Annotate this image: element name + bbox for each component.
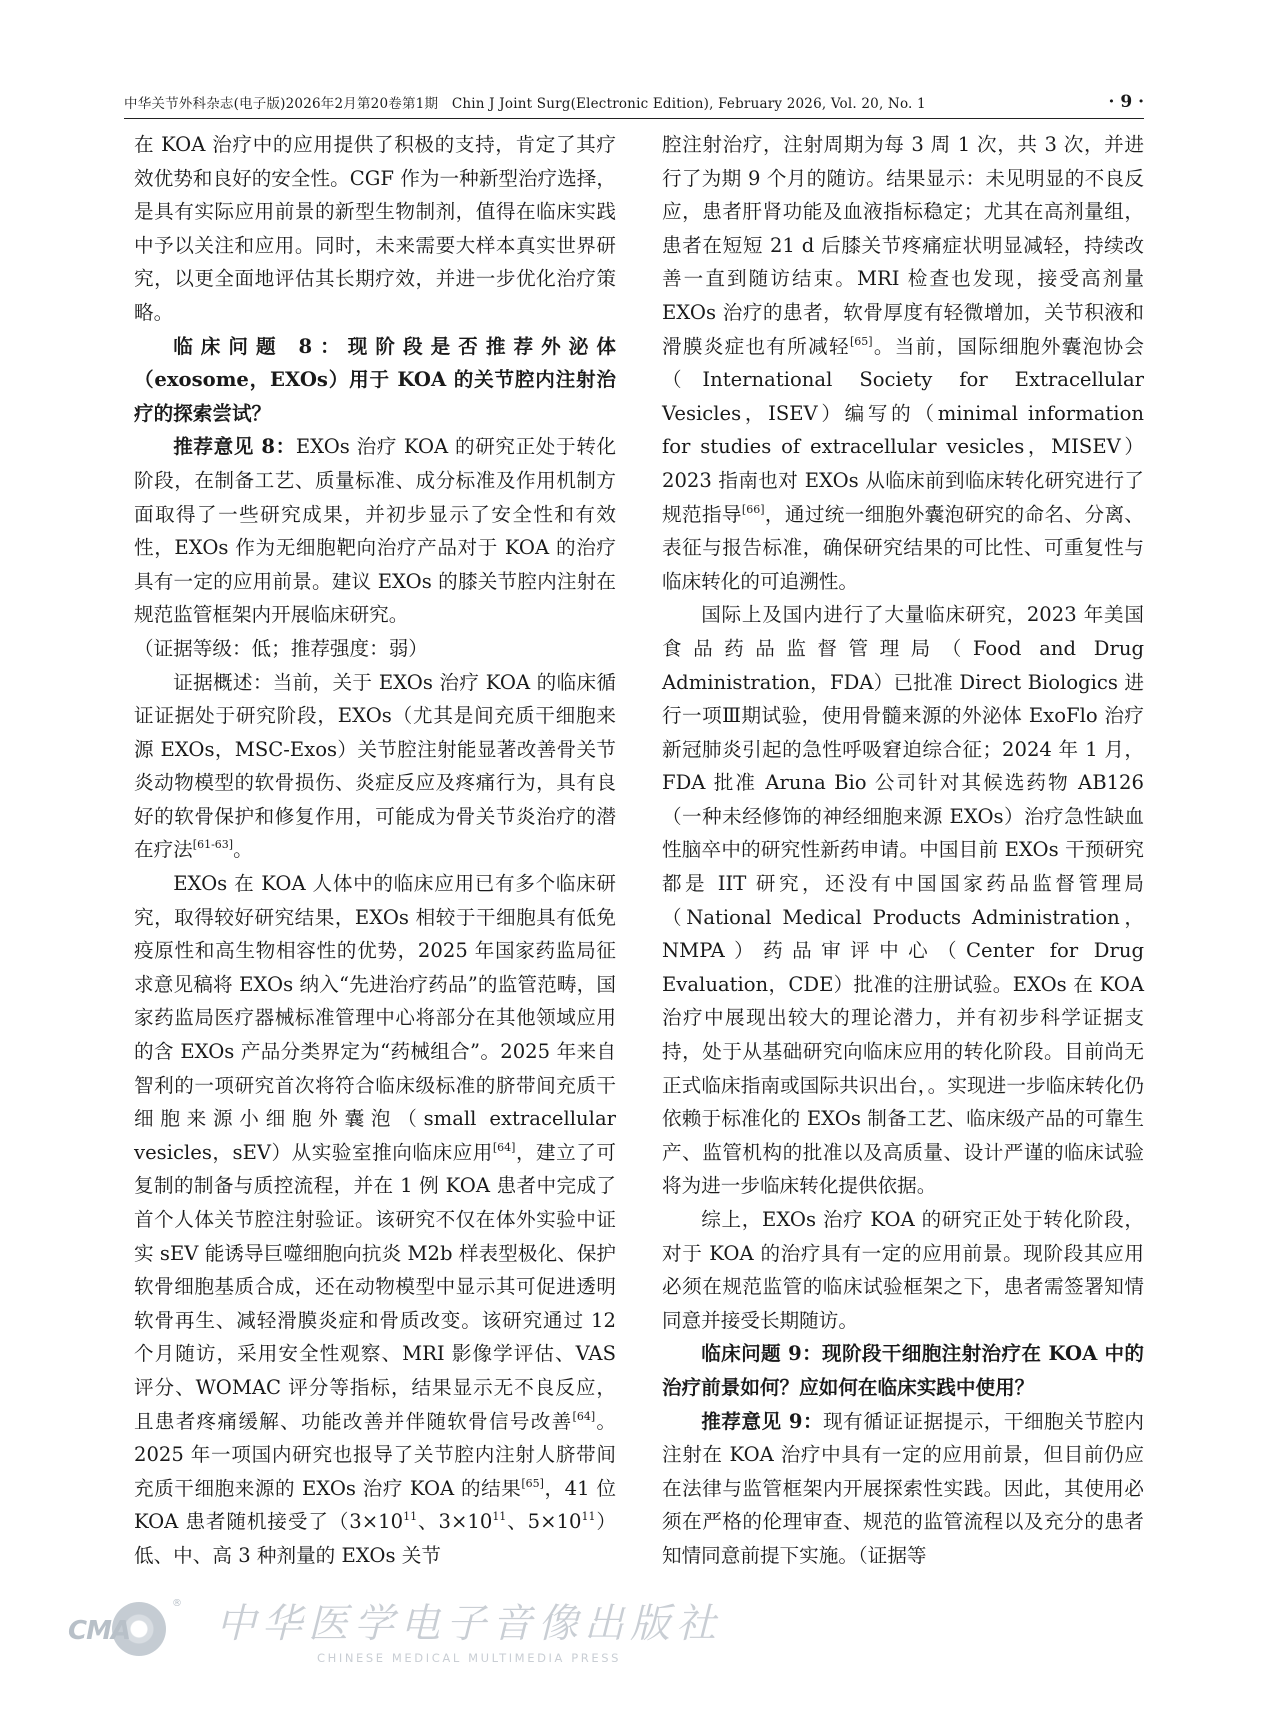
paragraph: 综上，EXOs 治疗 KOA 的研究正处于转化阶段，对于 KOA 的治疗具有一定的应用前景。现阶段其应用必须在规范监管的临床试验框架之下，患者需签署知情同意并接受长期随访。 [662,1208,1144,1332]
clinical-question-8: 临床问题 8：现阶段是否推荐外泌体（exosome，EXOs）用于 KOA 的关节腔内注射治疗的探索尝试？ [134,334,616,425]
evidence-text: 证据概述：当前，关于 EXOs 治疗 KOA 的临床循证证据处于研究阶段，EXOs（尤其是间充质干细胞来源 EXOs，MSC-Exos）关节腔注射能显著改善骨关节炎动物模型的软骨损伤、炎症反应及疼痛行为，具有良好的软骨保护和修复作用，可能成为骨关节炎治疗的潜在疗法 [134,670,616,862]
cma-logo [68,1597,198,1656]
recommendation-8 [134,430,616,632]
evidence-summary: 证据概述：当前，关于 EXOs 治疗 KOA 的临床循证证据处于研究阶段，EXOs（尤其是间充质干细胞来源 EXOs，MSC-Exos）关节腔注射能显著改善骨关节炎动物模型的软骨损伤、炎症反应及疼痛行为，具有良好的软骨保护和修复作用，可能成为骨关节炎治疗的潜在疗法[61-63]。 [134,670,616,862]
paragraph [134,867,616,1572]
text-run: 。2025 年一项国内研究也报导了关节腔内注射人脐带间充质干细胞来源的 EXOs 治疗 KOA 的结果 [134,1409,617,1500]
press-name [216,1592,722,1665]
registered-mark: ® [172,1597,182,1609]
exponent: 11 [581,1510,596,1524]
text-run: 、5×10 [506,1510,582,1534]
citation[interactable]: [66] [741,502,765,516]
running-header [124,82,1144,119]
paragraph [662,128,1144,598]
exponent: 11 [403,1510,418,1524]
text-run: EXOs 在 KOA 人体中的临床应用已有多个临床研究，取得较好研究结果，EXOs 相较于干细胞具有低免疫原性和高生物相容性的优势，2025 年国家药监局征求意见稿将 EXOs 纳入“先进治疗药品”的监管范畴，国家药监局医疗器械标准管理中心将部分在其他领域应用的含 EXOs 产品分类界定为“药械组合”。2025 年来自智利的一项研究首次将符合临床级标准的脐带间充质干细胞来源小细胞外囊泡（small extracellular vesicles，sEV）从实验室推向临床应用 [134,872,616,1164]
text-run: 。当前，国际细胞外囊泡协会（International Society for Extracellular Vesicles，ISEV）编写的（minimal information for studies of extracellular vesicles，MISEV）2023 指南也对 EXOs 从临床前到临床转化研究进行了规范指导 [662,334,1145,526]
text-run: 腔注射治疗，注射周期为每 3 周 1 次，共 3 次，并进行了为期 9 个月的随访。结果显示：未见明显的不良反应，患者肝肾功能及血液指标稳定；尤其在高剂量组，患者在短短 21 d 后膝关节疼痛症状明显减轻，持续改善一直到随访结束。MRI 检查也发现，接受高剂量 EXOs 治疗的患者，软骨厚度有轻微增加，关节积液和滑膜炎症也有所减轻 [662,133,1144,358]
press-name-chinese: 中华医学电子音像出版社 [216,1601,722,1647]
recommendation-text: 现有循证证据提示，干细胞关节腔内注射在 KOA 治疗中具有一定的应用前景，但目前仍应在法律与监管框架内开展探索性实践。因此，其使用必须在严格的伦理审查、规范的监管流程以及充分的患者知情同意前提下实施。（证据等 [662,1409,1144,1567]
text-run: ，41 位 KOA 患者随机接受了（3×10 [134,1476,616,1534]
paragraph: 在 KOA 治疗中的应用提供了积极的支持，肯定了其疗效优势和良好的安全性。CGF 作为一种新型治疗选择，是具有实际应用前景的新型生物制剂，值得在临床实践中予以关注和应用。同时，未来需要大样本真实世界研究，以更全面地评估其长期疗效，并进一步优化治疗策略。 [134,133,616,324]
left-column [134,128,616,1573]
logo-text: CMA [68,1615,131,1646]
recommendation-label: 推荐意见 8： [173,435,296,459]
recommendation-text: EXOs 治疗 KOA 的研究正处于转化阶段，在制备工艺、质量标准、成分标准及作用机制方面取得了一些研究成果，并初步显示了安全性和有效性，EXOs 作为无细胞靶向治疗产品对于 KOA 的治疗具有一定的应用前景。建议 EXOs 的膝关节腔内注射在规范监管框架内开展临床研究。 [134,435,616,627]
paragraph: 国际上及国内进行了大量临床研究，2023 年美国食品药品监督管理局（Food and Drug Administration，FDA）已批准 Direct Biologics 进行一项Ⅲ期试验，使用骨髓来源的外泌体 ExoFlo 治疗新冠肺炎引起的急性呼吸窘迫综合征；2024 年 1 月，FDA 批准 Aruna Bio 公司针对其候选药物 AB126（一种未经修饰的神经细胞来源 EXOs）治疗急性缺血性脑卒中的研究性新药申请。中国目前 EXOs 干预研究都是 IIT 研究，还没有中国国家药品监督管理局（National Medical Products Administration，NMPA）药品审评中心（Center for Drug Evaluation，CDE）批准的注册试验。EXOs 在 KOA 治疗中展现出较大的理论潜力，并有初步科学证据支持，处于从基础研究向临床应用的转化阶段。目前尚无正式临床指南或国际共识出台，。实现进一步临床转化仍依赖于标准化的 EXOs 制备工艺、临床级产品的可靠生产、监管机构的批准以及高质量、设计严谨的临床试验将为进一步临床转化提供依据。 [662,603,1144,1198]
citation[interactable]: [64] [572,1409,596,1423]
journal-citation: 中华关节外科杂志(电子版)2026年2月第20卷第1期 Chin J Joint Surg(Electronic Edition), February 2026, Vol. 20, No. 1 [124,96,926,112]
citation[interactable]: [65] [521,1476,544,1490]
citation[interactable]: [64] [492,1140,516,1154]
citation[interactable]: [65] [849,334,873,348]
page-number: · 9 · [1108,92,1144,112]
publisher-footer [68,1592,722,1665]
right-column [662,128,1144,1573]
press-name-english: CHINESE MEDICAL MULTIMEDIA PRESS [316,1651,622,1665]
recommendation-9 [662,1405,1144,1573]
text-run: ，通过统一细胞外囊泡研究的命名、分离、表征与报告标准，确保研究结果的可比性、可重复性与临床转化的可追溯性。 [662,502,1145,593]
text-run: 、3×10 [417,1510,493,1534]
exponent: 11 [492,1510,507,1524]
evidence-grade: （证据等级：低；推荐强度：弱） [134,636,428,660]
citation[interactable]: [61-63] [192,838,234,852]
clinical-question-9: 临床问题 9：现阶段干细胞注射治疗在 KOA 中的治疗前景如何？应如何在临床实践中使用？ [662,1342,1144,1399]
text-run: ）低、中、高 3 种剂量的 EXOs 关节 [134,1510,616,1567]
recommendation-label: 推荐意见 9： [701,1409,824,1433]
text-run: ，建立了可复制的制备与质控流程，并在 1 例 KOA 患者中完成了首个人体关节腔注射验证。该研究不仅在体外实验中证实 sEV 能诱导巨噬细胞向抗炎 M2b 样表型极化、保护软骨细胞基质合成，还在动物模型中显示其可促进透明软骨再生、减轻滑膜炎症和骨质改变。该研究通过 12 个月随访，采用安全性观察、MRI 影像学评估、VAS 评分、WOMAC 评分等指标，结果显示无不良反应，且患者疼痛缓解、功能改善并伴随软骨信号改善 [134,1140,617,1433]
